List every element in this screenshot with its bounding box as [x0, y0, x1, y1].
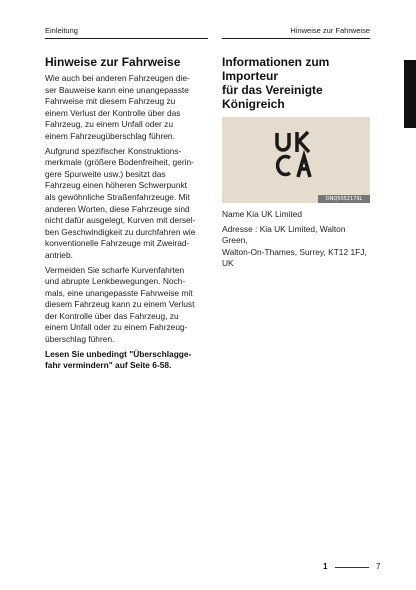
chapter-tab-number: 1: [404, 95, 410, 105]
ukca-mark-image: [222, 117, 370, 203]
header-divider-left: [45, 38, 208, 39]
chapter-side-tab: [404, 60, 416, 128]
ukca-logo: [273, 129, 323, 179]
right-column: [222, 55, 372, 273]
footer-page-number: 7: [376, 562, 381, 571]
image-code-label: ONQ5052179L: [318, 195, 370, 203]
importer-name: Name Kia UK Limited: [222, 209, 303, 219]
paragraph-avoid-sharp-turns: Vermeiden Sie scharfe Kurvenfahrten und abrupte Lenkbewegungen. Noch- mals, eine unangepasste Fahrweise mit diesem Fahrzeug kann zu einem Verlust der Kontrolle über das Fahrzeug, zu einem Unfall oder zu einem Fahrzeug- überschlag führen.: [45, 264, 195, 345]
running-header-chapter: Einleitung: [45, 26, 78, 35]
importer-address: Adresse : Kia UK Limited, Walton Green, Walton-On-Thames, Surrey, KT12 1FJ, UK: [222, 223, 367, 269]
header-divider-right: [222, 38, 370, 39]
footer-divider: [335, 567, 369, 568]
footer-chapter-number: 1: [323, 562, 328, 571]
paragraph-center-of-gravity: Aufgrund spezifischer Konstruktions- merkmale (größere Bodenfreiheit, gerin- gere Spurweite usw.) besitzt das Fahrzeug einen höheren Schwerpunkt als gewöhnliche Straßenfahrzeuge. Mit anderen Worten, diese Fahrzeuge sind nicht dafür ausgelegt, Kurven mit dersel- ben Geschwindigkeit zu durchfahren wie konventionelle Fahrzeuge mit Zweirad- antrieb.: [45, 145, 196, 260]
section-title-uk-importer: Informationen zum Importeur für das Vereinigte Königreich: [222, 55, 330, 111]
section-title-driving-notes: Hinweise zur Fahrweise: [45, 55, 181, 69]
rollover-reference-note: Lesen Sie unbedingt "Überschlagge- fahr vermindern" auf Seite 6-58.: [45, 348, 192, 371]
left-column: [45, 55, 208, 375]
running-header-section: Hinweise zur Fahrweise: [290, 26, 370, 35]
paragraph-intro: Wie auch bei anderen Fahrzeugen die- ser Bauweise kann eine unangepasste Fahrweise mit diesem Fahrzeug zu einem Verlust der Kontrolle über das Fahrzeug, zu einem Unfall oder zu einem Fahrzeugüberschlag führen.: [45, 73, 190, 141]
